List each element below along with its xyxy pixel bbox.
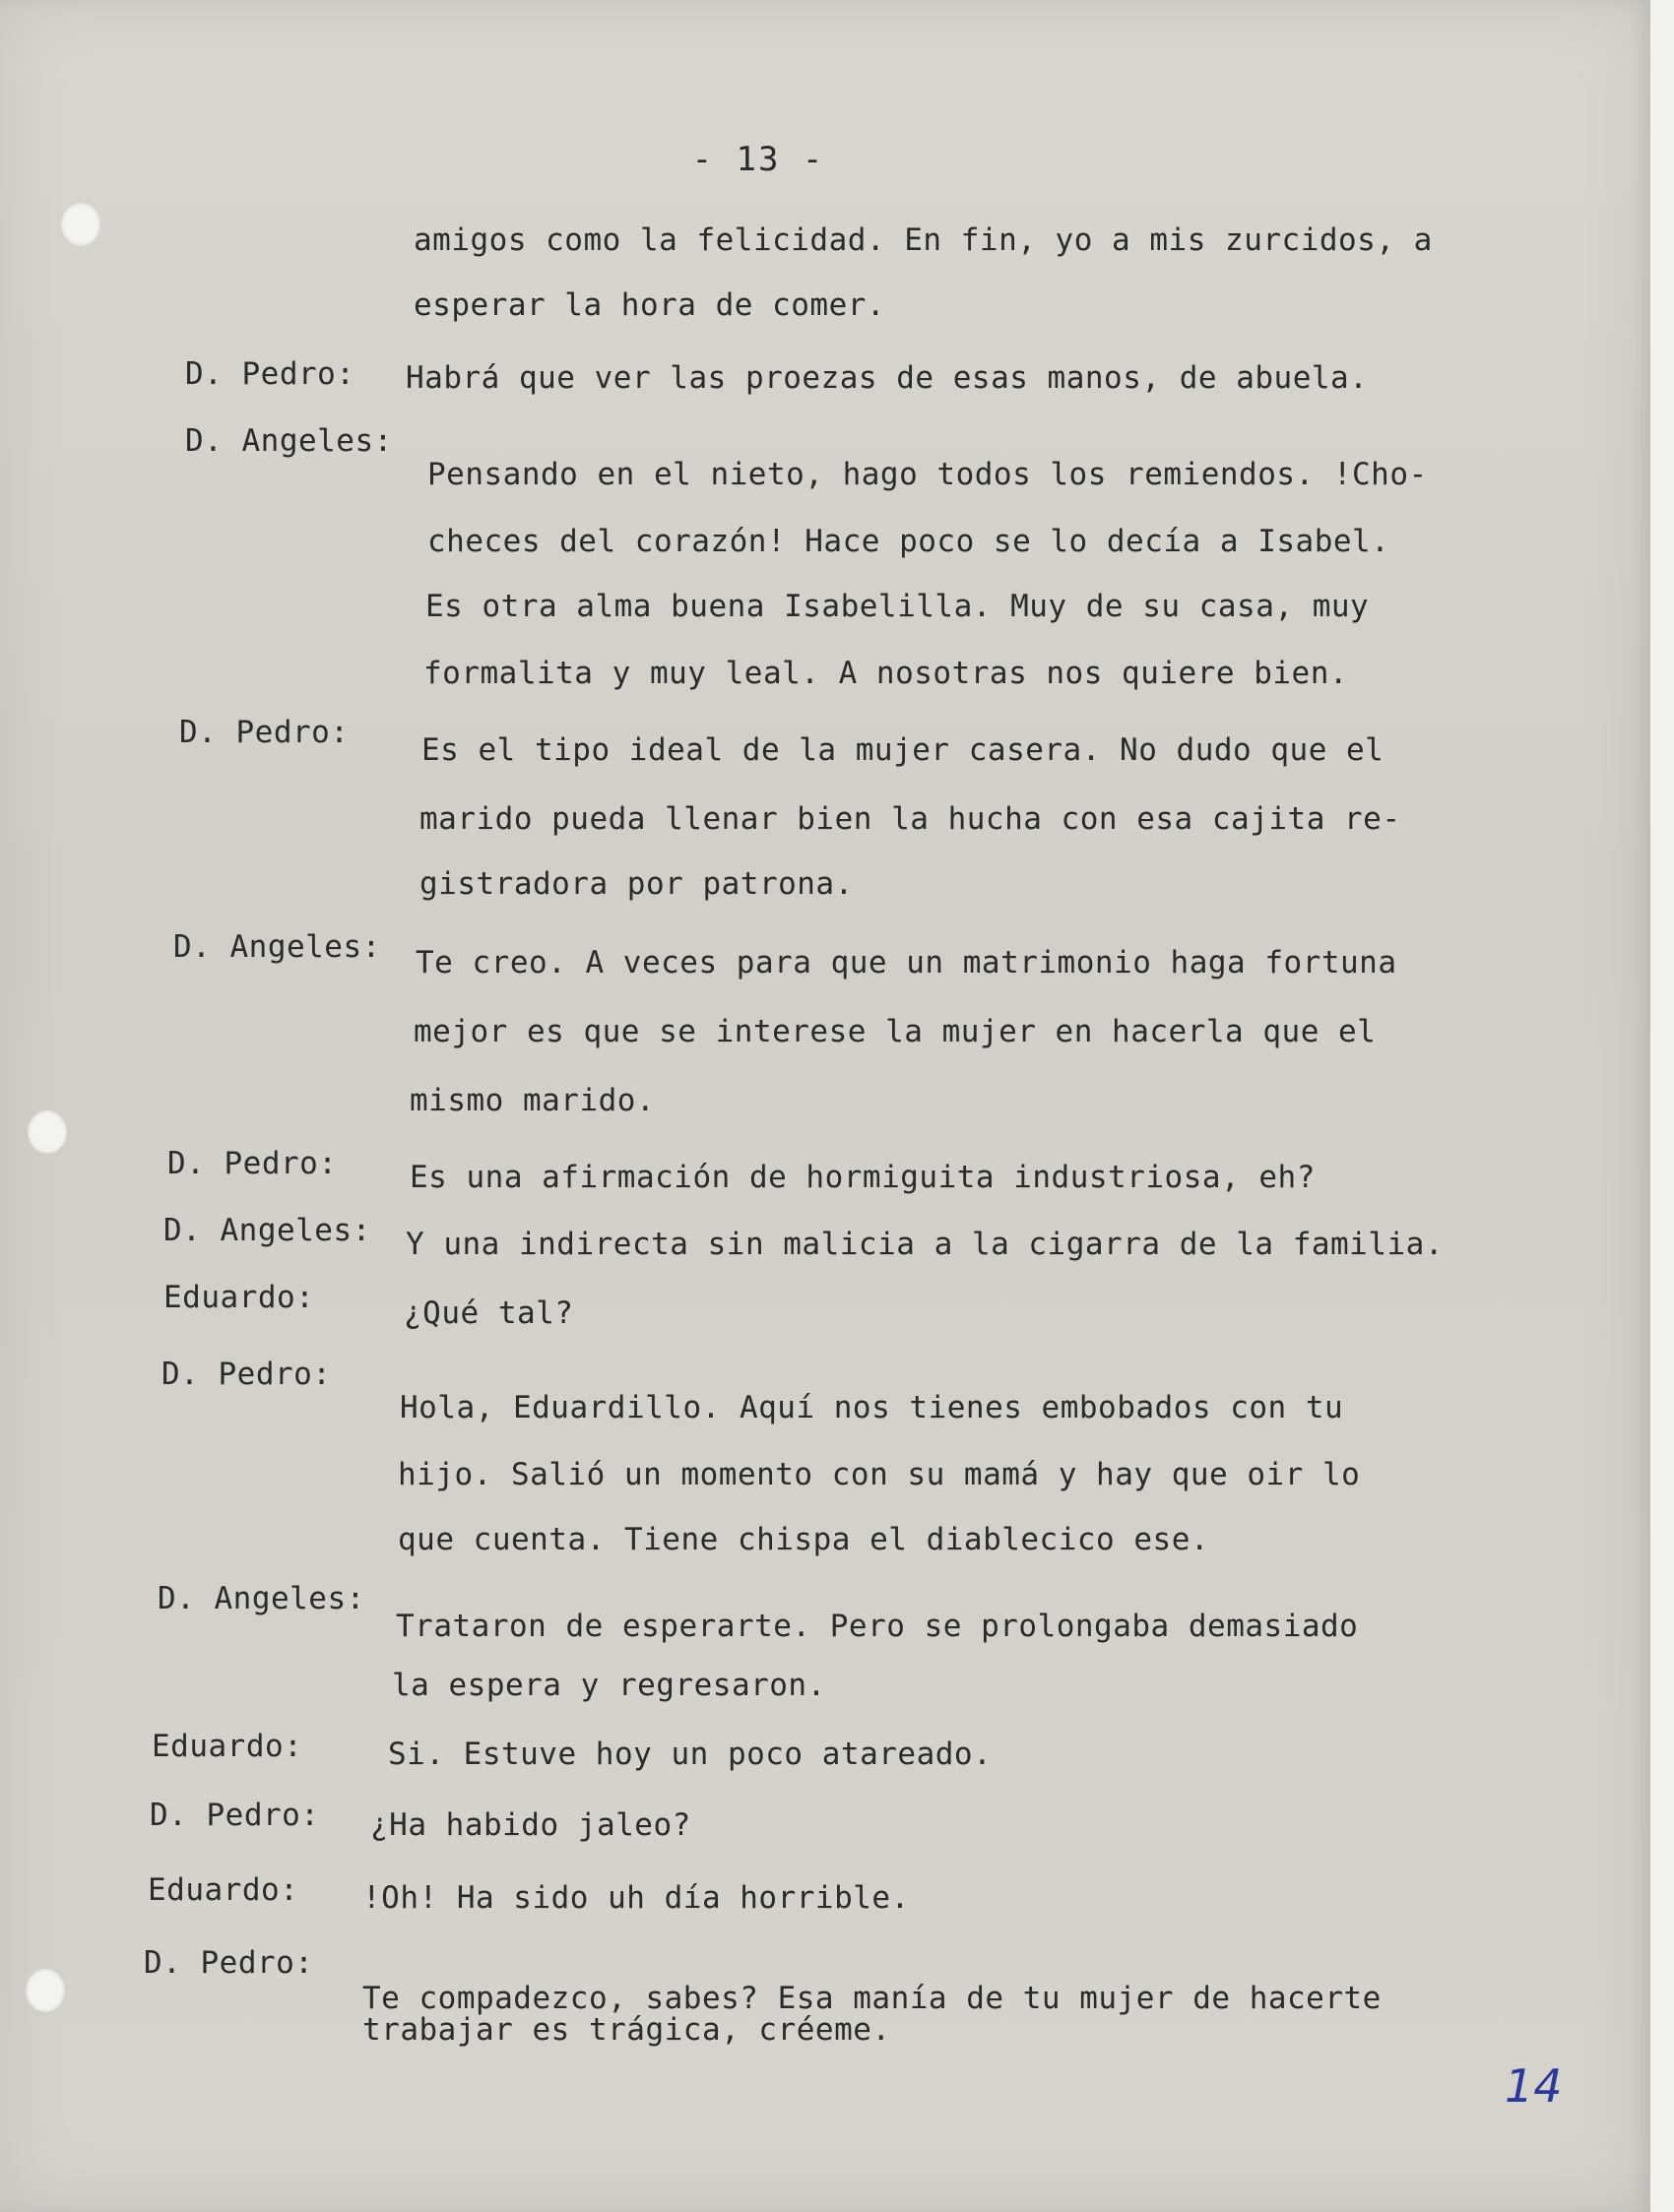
line-text: la espera y regresaron. [392, 1668, 826, 1703]
script-line [414, 287, 885, 323]
script-line [362, 1880, 910, 1916]
line-text: hijo. Salió un momento con su mamá y hay que oir lo [398, 1457, 1361, 1492]
script-line [362, 1981, 1382, 2016]
line-text: mismo marido. [410, 1083, 656, 1118]
script-line [396, 1609, 1358, 1644]
line-text: Hola, Eduardillo. Aquí nos tienes embobados con tu [400, 1390, 1344, 1425]
line-text: Y una indirecta sin malicia a la cigarra de la familia. [406, 1227, 1444, 1262]
speaker-label: D. Pedro: [179, 715, 350, 750]
script-line [400, 1390, 1343, 1425]
script-line [362, 2012, 891, 2048]
line-text: !Oh! Ha sido uh día horrible. [362, 1880, 910, 1916]
script-line [414, 222, 1433, 258]
line-text: Es otra alma buena Isabelilla. Muy de su casa, muy [425, 589, 1370, 624]
script-line [419, 801, 1401, 837]
line-text: Te creo. A veces para que un matrimonio haga fortuna [416, 945, 1397, 980]
script-line [392, 1668, 826, 1703]
speaker-label: D. Angeles: [185, 423, 393, 459]
script-line [425, 589, 1369, 624]
script-line [406, 1227, 1444, 1262]
script-line [398, 1457, 1360, 1492]
line-text: mejor es que se interese la mujer en hacerla que el [414, 1014, 1377, 1049]
line-text: Es una afirmación de hormiguita industriosa, eh? [410, 1160, 1316, 1195]
line-text: formalita y muy leal. A nosotras nos quiere bien. [423, 656, 1349, 691]
page-number: - 13 - [691, 140, 825, 179]
script-line [398, 1522, 1209, 1557]
line-text: Trataron de esperarte. Pero se prolongaba demasiado [396, 1609, 1359, 1644]
script-line [427, 457, 1428, 492]
line-text: ¿Ha habido jaleo? [370, 1807, 691, 1843]
speaker-label: D. Angeles: [158, 1581, 365, 1616]
script-line [414, 1014, 1376, 1049]
script-line [427, 524, 1389, 559]
speaker-label: Eduardo: [152, 1729, 303, 1764]
script-line [416, 945, 1397, 980]
line-text: gistradora por patrona. [419, 866, 854, 902]
line-text: trabajar es trágica, créeme. [362, 2012, 891, 2048]
script-line [410, 1160, 1316, 1195]
line-text: Es el tipo ideal de la mujer casera. No dudo que el [421, 732, 1384, 768]
speaker-label: D. Angeles: [173, 929, 381, 965]
line-text: Pensando en el nieto, hago todos los remiendos. !Cho- [427, 457, 1428, 492]
line-text: Habrá que ver las proezas de esas manos, de abuela. [406, 360, 1369, 396]
line-text: amigos como la felicidad. En fin, yo a mis zurcidos, a [414, 222, 1433, 258]
line-text: esperar la hora de comer. [414, 287, 886, 323]
speaker-label: Eduardo: [148, 1872, 299, 1908]
script-line [419, 866, 854, 902]
speaker-label: D. Pedro: [161, 1357, 332, 1392]
script-line [404, 1296, 573, 1331]
script-line [406, 360, 1368, 396]
script-line [421, 732, 1384, 768]
script-line [370, 1807, 691, 1843]
line-text: Si. Estuve hoy un poco atareado. [388, 1737, 993, 1772]
line-text: Te compadezco, sabes? Esa manía de tu mujer de hacerte [362, 1981, 1382, 2016]
line-text: ¿Qué tal? [404, 1296, 574, 1331]
speaker-label: Eduardo: [163, 1280, 315, 1315]
speaker-label: D. Pedro: [150, 1798, 320, 1833]
speaker-label: D. Pedro: [144, 1945, 314, 1981]
speaker-label: D. Angeles: [163, 1213, 371, 1248]
line-text: marido pueda llenar bien la hucha con esa cajita re- [419, 801, 1401, 837]
speaker-label: D. Pedro: [167, 1146, 338, 1181]
script-line [423, 656, 1348, 691]
script-line [388, 1737, 992, 1772]
line-text: checes del corazón! Hace poco se lo decía a Isabel. [427, 524, 1390, 559]
line-text: que cuenta. Tiene chispa el diablecico ese. [398, 1522, 1210, 1557]
handwritten-page-number: 14 [1505, 2059, 1563, 2113]
speaker-label: D. Pedro: [185, 356, 355, 392]
script-line [410, 1083, 655, 1118]
